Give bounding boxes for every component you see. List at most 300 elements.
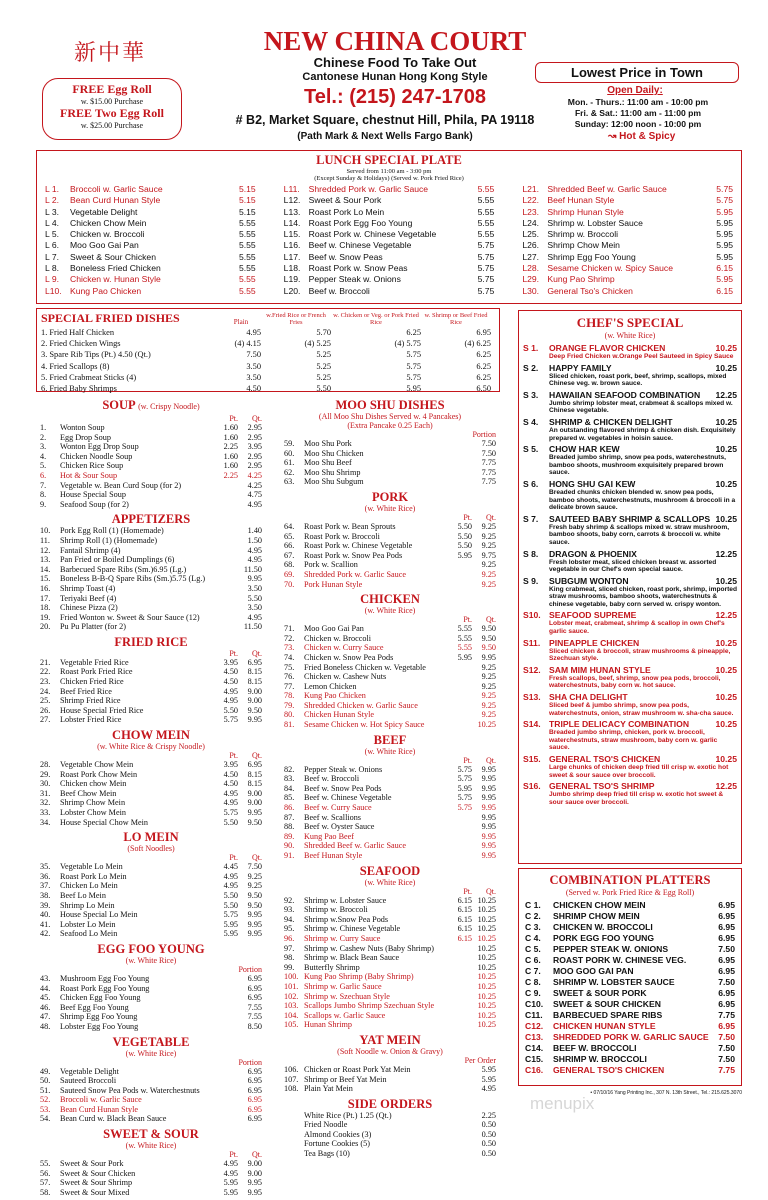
lunch-item-number: L20. — [283, 285, 301, 296]
lunch-item-name: Kung Pao Chicken — [70, 285, 142, 296]
menu-item[interactable] — [40, 929, 262, 939]
chef-special-item[interactable] — [523, 754, 737, 779]
lunch-item-price: 5.55 — [238, 285, 256, 296]
menu-item[interactable] — [284, 634, 496, 644]
menu-item[interactable] — [40, 1159, 262, 1169]
menu-item[interactable] — [40, 423, 262, 433]
menu-item[interactable] — [40, 584, 262, 594]
menu-item[interactable] — [284, 1084, 496, 1094]
menu-item[interactable] — [284, 972, 496, 982]
lunch-item[interactable] — [284, 263, 495, 274]
menu-item[interactable] — [40, 1178, 262, 1188]
item-price-pt — [448, 1020, 472, 1030]
item-number: 5. — [40, 461, 47, 471]
lunch-item-price: 5.95 — [716, 240, 734, 251]
menu-item[interactable] — [284, 522, 496, 532]
item-number: 107. — [284, 1074, 299, 1084]
menu-item[interactable] — [40, 565, 262, 575]
item-price-qt: 9.95 — [481, 831, 496, 841]
item-price-pt — [448, 720, 472, 730]
menu-item[interactable] — [40, 993, 262, 1003]
chefs-special-title: CHEF'S SPECIAL — [576, 315, 684, 330]
menu-item[interactable] — [284, 765, 496, 775]
menu-item[interactable] — [40, 471, 262, 481]
combo-item[interactable] — [525, 1032, 735, 1043]
menu-item[interactable] — [40, 1105, 262, 1115]
menu-item[interactable] — [40, 910, 262, 920]
item-name: Shrimp w. Lobster Sauce — [304, 895, 387, 905]
menu-item[interactable] — [284, 672, 496, 682]
lunch-item[interactable] — [522, 195, 733, 206]
item-number: 24. — [40, 686, 51, 696]
menu-item[interactable] — [40, 667, 262, 677]
item-name: Vegetable Fried Rice — [60, 657, 129, 667]
item-price-pt: 4.50 — [223, 667, 238, 677]
lunch-item[interactable] — [45, 240, 256, 251]
item-name: Kung Pao Beef — [304, 831, 355, 841]
item-number: 46. — [40, 1002, 51, 1012]
menu-item[interactable] — [40, 984, 262, 994]
item-number — [284, 1111, 304, 1121]
item-price-qt: 6.95 — [247, 657, 262, 667]
item-number: 74. — [284, 652, 295, 662]
menu-item[interactable] — [284, 982, 496, 992]
lunch-item[interactable] — [284, 274, 495, 285]
chef-special-item[interactable] — [523, 390, 737, 415]
item-price-pt: 5.75 — [457, 774, 472, 784]
menu-item[interactable] — [284, 449, 496, 459]
menu-item[interactable] — [40, 901, 262, 911]
chef-special-item[interactable] — [523, 781, 737, 806]
item-number: 30. — [40, 779, 51, 789]
menu-item[interactable] — [284, 458, 496, 468]
free-two-egg-roll: FREE Two Egg Roll — [60, 106, 164, 120]
lunch-item[interactable] — [45, 195, 256, 206]
chef-special-item[interactable] — [523, 514, 737, 547]
lunch-item-price: 5.55 — [477, 195, 495, 206]
menu-item[interactable] — [284, 1111, 496, 1121]
menu-item[interactable] — [284, 439, 496, 449]
item-name: Lobster Chow Mein — [60, 808, 126, 817]
menu-item[interactable] — [284, 1149, 496, 1159]
item-price-pt: 4.95 — [223, 1159, 238, 1169]
combo-item[interactable] — [525, 988, 735, 999]
menu-item[interactable] — [284, 784, 496, 794]
menu-item[interactable] — [284, 663, 496, 673]
menu-item[interactable] — [40, 706, 262, 716]
combo-item-number: C 7. — [525, 966, 541, 976]
menu-item[interactable] — [284, 934, 496, 944]
section-note: (w. White Rice) — [364, 503, 416, 513]
item-price-qt: 9.50 — [247, 900, 262, 910]
lunch-item-name: Chicken w. Hunan Style — [70, 274, 161, 285]
special-fried-item[interactable] — [41, 383, 495, 394]
lunch-item[interactable] — [522, 263, 733, 274]
menu-item[interactable] — [284, 793, 496, 803]
menu-item[interactable] — [284, 468, 496, 478]
column-headers — [284, 615, 496, 624]
special-fried-item[interactable] — [41, 361, 495, 372]
menu-item[interactable] — [40, 677, 262, 687]
lunch-item[interactable] — [522, 229, 733, 240]
item-name: Shrimp w. Broccoli — [304, 905, 368, 915]
menu-item[interactable] — [40, 481, 262, 491]
item-name: Butterfly Shrimp — [304, 962, 360, 972]
menu-item[interactable] — [284, 1130, 496, 1140]
lunch-item[interactable] — [522, 184, 733, 195]
chef-item-title-row — [523, 390, 737, 400]
lunch-item[interactable] — [522, 286, 733, 297]
combo-item[interactable] — [525, 955, 735, 966]
menu-item[interactable] — [284, 580, 496, 590]
lunch-item[interactable] — [45, 207, 256, 218]
special-fried-name: 5. Fried Crabmeat Sticks (4) — [41, 372, 137, 382]
menu-item[interactable] — [40, 555, 262, 565]
menu-item[interactable] — [284, 1011, 496, 1021]
menu-item[interactable] — [40, 433, 262, 443]
item-price-qt: 11.50 — [243, 564, 262, 574]
section-title-text: VEGETABLE — [112, 1034, 190, 1049]
menu-item[interactable] — [40, 1188, 262, 1198]
menu-item[interactable] — [284, 1075, 496, 1085]
chef-item-name: SEAFOOD SUPREME — [549, 610, 637, 621]
item-price-pt — [214, 1086, 238, 1096]
item-price-qt: 9.95 — [247, 715, 262, 725]
menu-item[interactable] — [284, 924, 496, 934]
item-price-pt: 4.95 — [223, 1168, 238, 1178]
section-title-text: PORK — [371, 489, 409, 504]
item-price-pt — [214, 1012, 238, 1022]
menu-item[interactable] — [284, 653, 496, 663]
lunch-item-name: Broccoli w. Garlic Sauce — [70, 184, 163, 194]
lunch-item[interactable] — [45, 263, 256, 274]
lunch-item[interactable] — [284, 195, 495, 206]
lunch-item-price: 5.15 — [238, 206, 256, 217]
item-number: 62. — [284, 467, 295, 477]
chef-item-name: CHOW HAR KEW — [549, 444, 620, 455]
chef-special-item[interactable] — [523, 444, 737, 477]
lunch-item[interactable] — [522, 207, 733, 218]
menu-item[interactable] — [40, 687, 262, 697]
menu-item[interactable] — [40, 603, 262, 613]
item-name: House Special Lo Mein — [60, 910, 138, 920]
combo-item-number: C15. — [525, 1054, 544, 1064]
lunch-item[interactable] — [284, 252, 495, 263]
combo-item-name: PEPPER STEAK W. ONIONS — [553, 944, 669, 954]
special-fried-price: 5.75 — [406, 350, 421, 360]
item-price-pt: 4.50 — [223, 779, 238, 789]
lunch-item-name: Beef w. Snow Peas — [308, 251, 383, 262]
item-price-qt: 10.25 — [477, 991, 496, 1001]
lunch-item[interactable] — [45, 252, 256, 263]
menu-item[interactable] — [284, 841, 496, 851]
menu-item[interactable] — [40, 1095, 262, 1105]
item-name: Chicken Lo Mein — [60, 881, 118, 891]
lunch-item[interactable] — [522, 240, 733, 251]
item-price-pt — [214, 565, 238, 575]
lunch-item-price: 5.95 — [716, 206, 734, 217]
item-name: Sweet & Sour Pork — [60, 1159, 124, 1169]
menu-item[interactable] — [284, 570, 496, 580]
combo-item[interactable] — [525, 1065, 735, 1076]
menu-item[interactable] — [40, 442, 262, 452]
menu-item[interactable] — [284, 541, 496, 551]
chef-item-number: S 7. — [523, 513, 539, 524]
combo-item[interactable] — [525, 966, 735, 977]
menu-item[interactable] — [40, 1003, 262, 1013]
menu-item[interactable] — [284, 691, 496, 701]
menu-item[interactable] — [284, 710, 496, 720]
item-name: Shrimp w. Cashew Nuts (Baby Shrimp) — [304, 943, 435, 953]
chef-special-item[interactable] — [523, 665, 737, 690]
menu-item[interactable] — [40, 808, 262, 818]
chef-item-price: 12.25 — [715, 781, 737, 792]
lunch-item-price: 5.75 — [716, 184, 734, 194]
menu-item[interactable] — [40, 536, 262, 546]
menu-item[interactable] — [40, 862, 262, 872]
menu-item[interactable] — [284, 822, 496, 832]
chef-item-description: Lobster meat, crabmeat, shrimp & scallop in own Chef's garlic sauce. — [549, 620, 725, 636]
qt-label: Qt. — [486, 512, 496, 522]
menu-item[interactable] — [40, 613, 262, 623]
menu-item[interactable] — [40, 1114, 262, 1124]
menu-item[interactable] — [40, 1067, 262, 1077]
menu-item[interactable] — [40, 789, 262, 799]
menu-item[interactable] — [284, 551, 496, 561]
menu-item[interactable] — [284, 992, 496, 1002]
spacer — [40, 853, 214, 862]
lunch-item[interactable] — [284, 218, 495, 229]
item-price-qt: 3.50 — [247, 603, 262, 613]
item-number: 103. — [284, 1001, 299, 1011]
phone-number[interactable]: Tel.: (215) 247-1708 — [304, 86, 486, 108]
lunch-item[interactable] — [284, 207, 495, 218]
combo-item[interactable] — [525, 933, 735, 944]
item-number: 19. — [40, 612, 51, 622]
special-fried-item[interactable] — [41, 372, 495, 383]
menu-item[interactable] — [284, 803, 496, 813]
item-number: 50. — [40, 1076, 51, 1086]
item-price-qt: 9.95 — [481, 803, 496, 813]
item-price-pt: 4.95 — [223, 871, 238, 881]
menu-item[interactable] — [40, 622, 262, 632]
item-price-qt: 7.50 — [481, 439, 496, 448]
menu-item[interactable] — [284, 953, 496, 963]
combo-item[interactable] — [525, 911, 735, 922]
item-name: Chicken chow Mein — [60, 779, 127, 789]
item-number: 84. — [284, 783, 295, 793]
menu-item[interactable] — [284, 643, 496, 653]
item-price-qt: 6.95 — [247, 1095, 262, 1105]
chef-special-item[interactable] — [523, 417, 737, 442]
menu-item[interactable] — [284, 944, 496, 954]
item-price-qt: 3.95 — [247, 442, 262, 452]
combo-item-number: C 6. — [525, 955, 541, 965]
menu-item[interactable] — [284, 1001, 496, 1011]
chef-special-item[interactable] — [523, 363, 737, 388]
item-name: Shrimp w. Garlic Sauce — [304, 981, 382, 991]
menu-item[interactable] — [284, 1120, 496, 1130]
combo-item[interactable] — [525, 1021, 735, 1032]
menu-item[interactable] — [284, 851, 496, 861]
lunch-item-name: Beef w. Broccoli — [308, 285, 370, 296]
menu-item[interactable] — [284, 896, 496, 906]
menu-item[interactable] — [284, 774, 496, 784]
special-fried-item[interactable] — [41, 327, 495, 338]
menu-item[interactable] — [40, 1022, 262, 1032]
menu-item[interactable] — [284, 1139, 496, 1149]
menu-item[interactable] — [40, 779, 262, 789]
menu-item[interactable] — [284, 624, 496, 634]
lunch-item[interactable] — [284, 240, 495, 251]
lunch-item[interactable] — [284, 286, 495, 297]
pepper-icon: ↝ — [608, 131, 620, 142]
item-number: 11. — [40, 535, 50, 545]
chef-special-item[interactable] — [523, 479, 737, 512]
special-fried-price: 5.25 — [316, 372, 331, 382]
menu-item[interactable] — [284, 682, 496, 692]
lunch-item-price: 5.75 — [716, 195, 734, 206]
item-price-pt: 5.50 — [223, 705, 238, 715]
item-number: 69. — [284, 569, 295, 579]
menu-item[interactable] — [284, 813, 496, 823]
menu-item[interactable] — [284, 832, 496, 842]
menu-item[interactable] — [40, 490, 262, 500]
item-number: 35. — [40, 862, 51, 872]
item-number: 23. — [40, 677, 51, 687]
lunch-item[interactable] — [522, 274, 733, 285]
item-price-pt: 5.50 — [223, 890, 238, 900]
lunch-item-name: General Tso's Chicken — [547, 285, 633, 296]
combo-item[interactable] — [525, 944, 735, 955]
chef-item-number: S 4. — [523, 416, 539, 427]
special-fried-rows — [41, 327, 495, 394]
menu-item[interactable] — [40, 500, 262, 510]
spacer — [40, 1150, 214, 1159]
section-note: (w. White Rice) — [364, 746, 416, 756]
menu-item[interactable] — [284, 701, 496, 711]
lunch-item[interactable] — [45, 286, 256, 297]
menu-item[interactable] — [40, 920, 262, 930]
chef-item-name: HONG SHU GAI KEW — [549, 478, 636, 489]
special-fried-item[interactable] — [41, 349, 495, 360]
item-number: 31. — [40, 788, 51, 798]
item-price-pt — [448, 1011, 472, 1021]
lunch-item[interactable] — [45, 229, 256, 240]
combo-item[interactable] — [525, 1043, 735, 1054]
combo-item[interactable] — [525, 999, 735, 1010]
chef-special-item[interactable] — [523, 719, 737, 752]
item-name: Vegetable Chow Mein — [60, 760, 134, 770]
combo-item[interactable] — [525, 1054, 735, 1065]
menu-item[interactable] — [284, 1020, 496, 1030]
combo-item-price: 6.95 — [718, 955, 735, 965]
chef-item-name: ORANGE FLAVOR CHICKEN — [549, 343, 666, 353]
menu-item[interactable] — [40, 526, 262, 536]
item-number: 66. — [284, 541, 295, 551]
chef-special-item[interactable] — [523, 343, 737, 361]
menu-item[interactable] — [40, 696, 262, 706]
menu-item[interactable] — [40, 974, 262, 984]
chef-special-item[interactable] — [523, 610, 737, 635]
menu-item[interactable] — [40, 770, 262, 780]
menu-item[interactable] — [40, 1012, 262, 1022]
item-number — [284, 1130, 304, 1140]
item-price-qt: 9.95 — [481, 774, 496, 784]
menu-item[interactable] — [40, 574, 262, 584]
menu-item[interactable] — [284, 477, 496, 487]
lunch-item[interactable] — [522, 252, 733, 263]
menu-item[interactable] — [40, 1086, 262, 1096]
menu-item[interactable] — [40, 594, 262, 604]
combo-item[interactable] — [525, 900, 735, 911]
item-number: 2. — [40, 432, 47, 442]
combo-item[interactable] — [525, 922, 735, 933]
menu-item[interactable] — [40, 452, 262, 462]
chef-item-title-row — [523, 692, 737, 702]
menu-item[interactable] — [40, 760, 262, 770]
menu-item[interactable] — [40, 798, 262, 808]
item-name: Shrimp w.Snow Pea Pods — [304, 914, 389, 924]
section-title-text: SIDE ORDERS — [347, 1096, 433, 1111]
menu-item[interactable] — [284, 560, 496, 570]
menu-item[interactable] — [40, 715, 262, 725]
lunch-item-price: 5.95 — [716, 251, 734, 262]
item-name: Beef w. Curry Sauce — [304, 803, 372, 813]
menu-item[interactable] — [40, 1076, 262, 1086]
lunch-item-price: 5.95 — [716, 229, 734, 240]
menu-item[interactable] — [284, 1065, 496, 1075]
lunch-item[interactable] — [522, 218, 733, 229]
item-number: 48. — [40, 1021, 51, 1031]
item-price-pt — [214, 546, 238, 556]
lunch-item[interactable] — [45, 274, 256, 285]
item-price-qt: 9.50 — [247, 705, 262, 715]
menu-item[interactable] — [284, 915, 496, 925]
item-price-pt — [448, 477, 472, 487]
sf-col-shrimp: w. Shrimp or Beef Fried Rice — [424, 312, 488, 326]
menu-item[interactable] — [284, 963, 496, 973]
menu-item[interactable] — [284, 905, 496, 915]
chef-special-item[interactable] — [523, 638, 737, 663]
menu-item[interactable] — [40, 881, 262, 891]
menu-item[interactable] — [40, 546, 262, 556]
item-name: Beef w. Oyster Sauce — [304, 822, 375, 832]
chef-special-item[interactable] — [523, 692, 737, 717]
qt-label: Qt. — [486, 615, 496, 625]
lunch-item[interactable] — [284, 184, 495, 195]
lunch-item[interactable] — [45, 218, 256, 229]
chef-special-item[interactable] — [523, 549, 737, 574]
menu-item[interactable] — [284, 720, 496, 730]
menu-item[interactable] — [40, 818, 262, 828]
menu-item[interactable] — [40, 461, 262, 471]
free-egg-roll: FREE Egg Roll — [72, 82, 152, 96]
chef-item-price: 10.25 — [715, 664, 737, 675]
chef-special-item[interactable] — [523, 576, 737, 609]
combo-item[interactable] — [525, 977, 735, 988]
menu-item[interactable] — [40, 658, 262, 668]
lunch-item[interactable] — [45, 184, 256, 195]
menu-item[interactable] — [40, 872, 262, 882]
special-fried-item[interactable] — [41, 338, 495, 349]
menu-item[interactable] — [284, 532, 496, 542]
combo-item[interactable] — [525, 1010, 735, 1021]
menu-item[interactable] — [40, 891, 262, 901]
lunch-item[interactable] — [284, 229, 495, 240]
combo-item-price: 7.75 — [718, 1010, 735, 1020]
menu-item[interactable] — [40, 1169, 262, 1179]
